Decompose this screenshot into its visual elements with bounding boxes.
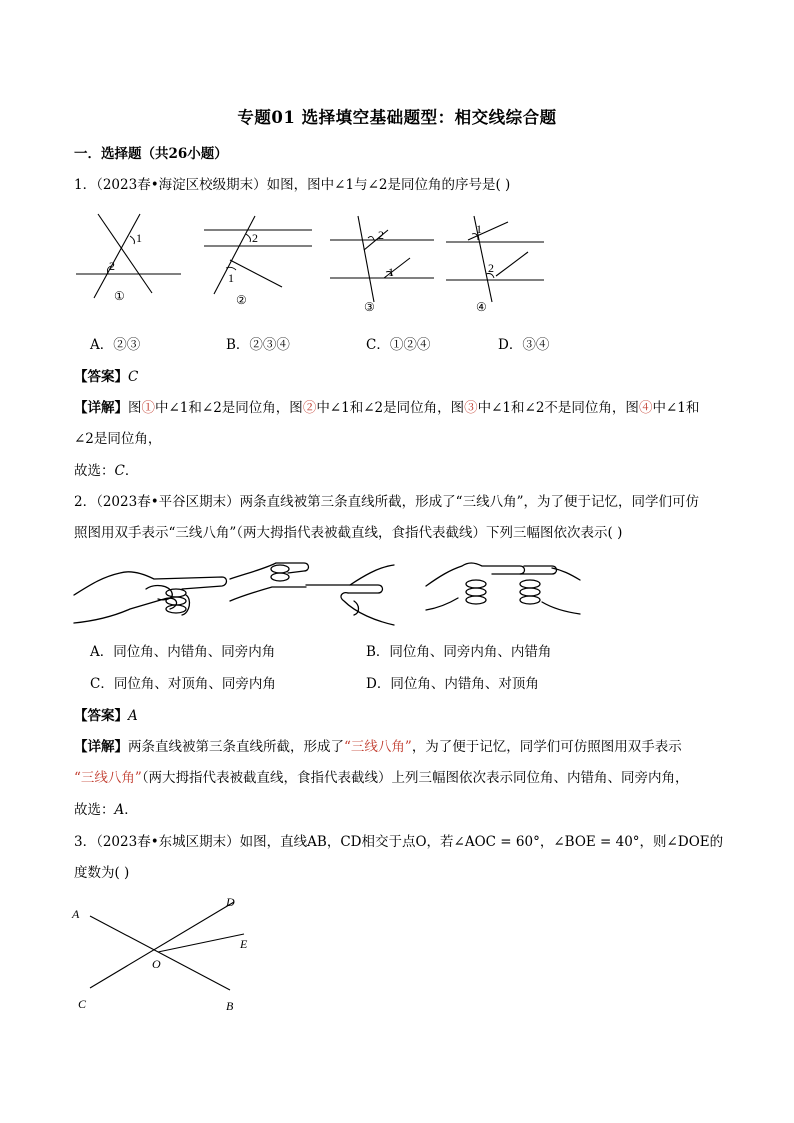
- question-1: [74, 175, 510, 195]
- point-label-o: O: [152, 957, 161, 971]
- section-heading: 一．选择题（共26小题）: [74, 146, 228, 162]
- option-d[interactable]: D．③④: [498, 337, 550, 353]
- question-number: 1．: [74, 177, 97, 193]
- detail-line: [74, 737, 682, 757]
- detail-tag: 【详解】: [74, 739, 128, 755]
- hands-figure-1: [72, 555, 232, 627]
- option-b[interactable]: B．②③④: [226, 337, 290, 353]
- point-label-e: E: [240, 937, 248, 951]
- conclusion-text: 故选：: [74, 463, 115, 479]
- detail-text: 中∠1和∠2不是同位角，图: [477, 400, 639, 416]
- figure-label-3: ③: [364, 300, 375, 314]
- answer-tag: 【答案】: [74, 369, 128, 385]
- q1-figure-3: [328, 212, 438, 314]
- detail-text: 中∠1和∠2是同位角，图: [155, 400, 303, 416]
- point-label-b: B: [226, 999, 234, 1013]
- angle-label-2: 2: [488, 261, 494, 275]
- angle-label-1: 1: [228, 271, 234, 285]
- figure-ref: ①: [141, 400, 155, 416]
- highlight-text: “三线八角”: [344, 739, 412, 755]
- detail-line-2: ∠2是同位角，: [74, 431, 162, 447]
- q1-figure-2: [200, 212, 315, 312]
- q1-figure-1: [74, 208, 184, 308]
- figure-label-4: ④: [476, 300, 487, 314]
- option-a[interactable]: A．同位角、内错角、同旁内角: [90, 644, 276, 660]
- answer-line: [74, 367, 138, 387]
- hands-figure-3: [424, 552, 584, 626]
- figure-ref: ②: [302, 400, 317, 416]
- figure-ref: ③: [464, 400, 478, 416]
- detail-text: 图: [128, 400, 142, 416]
- question-number: 2．: [74, 494, 97, 510]
- figure-ref: ④: [638, 400, 653, 416]
- angle-label-1: 1: [136, 231, 142, 245]
- question-2: [74, 492, 699, 512]
- conclusion-text: ．: [124, 802, 138, 818]
- detail-text: 中∠1和∠2是同位角，图: [316, 400, 465, 416]
- detail-text: 中∠1和: [652, 400, 700, 416]
- detail-line-2: [74, 768, 689, 788]
- point-label-d: D: [226, 895, 235, 909]
- answer-tag: 【答案】: [74, 708, 128, 724]
- detail-line: [74, 398, 699, 418]
- detail-text: ，为了便于记忆，同学们可仿照图用双手表示: [411, 739, 682, 755]
- option-d[interactable]: D．同位角、内错角、对顶角: [366, 676, 539, 692]
- hands-figure-2: [228, 555, 398, 627]
- q1-figure-4: [444, 212, 549, 314]
- question-3-line-2: 度数为( ): [74, 865, 130, 881]
- conclusion-line: [74, 800, 138, 820]
- option-c[interactable]: C．同位角、对顶角、同旁内角: [90, 676, 276, 692]
- q3-geometry-figure: [68, 892, 258, 1018]
- angle-label-2: 2: [252, 231, 258, 245]
- question-3: [74, 832, 723, 852]
- question-text: （2023春•平谷区期末）两条直线被第三条直线所截，形成了“三线八角”，为了便于记忆，同学们可仿: [96, 494, 699, 510]
- conclusion-text: 故选：: [74, 802, 115, 818]
- angle-label-2: 2: [109, 259, 115, 273]
- detail-text: （两大拇指代表被截直线，食指代表截线）上列三幅图依次表示同位角、内错角、同旁内角，: [141, 770, 689, 786]
- option-b[interactable]: B．同位角、同旁内角、内错角: [366, 644, 552, 660]
- figure-label-1: ①: [114, 289, 125, 303]
- detail-text: 两条直线被第三条直线所截，形成了: [128, 739, 344, 755]
- option-a[interactable]: A．②③: [90, 337, 141, 353]
- point-label-a: A: [72, 907, 80, 921]
- figure-label-2: ②: [236, 293, 247, 307]
- page-title: 专题01 选择填空基础题型：相交线综合题: [237, 108, 557, 127]
- conclusion-answer: C: [114, 463, 125, 479]
- question-number: 3．: [74, 834, 97, 850]
- conclusion-answer: A: [114, 802, 125, 818]
- question-text: （2023春•海淀区校级期末）如图，图中∠1与∠2是同位角的序号是( ): [96, 177, 511, 193]
- answer-line: [74, 706, 138, 726]
- question-text: （2023春•东城区期末）如图，直线AB，CD相交于点O，若∠AOC = 60°，∠BOE = 40°，则∠DOE的: [96, 834, 724, 850]
- angle-label-1: 1: [388, 265, 394, 279]
- highlight-text: “三线八角”: [74, 770, 142, 786]
- conclusion-line: [74, 461, 138, 481]
- detail-tag: 【详解】: [74, 400, 128, 416]
- angle-label-1: 1: [476, 222, 482, 236]
- question-2-line-2: 照图用双手表示“三线八角”（两大拇指代表被截直线，食指代表截线）下列三幅图依次表示( ): [74, 525, 623, 541]
- answer-value: C: [128, 369, 139, 385]
- angle-label-2: 2: [378, 228, 384, 242]
- option-c[interactable]: C．①②④: [366, 337, 431, 353]
- answer-value: A: [128, 708, 138, 724]
- conclusion-text: ．: [124, 463, 139, 479]
- point-label-c: C: [78, 997, 87, 1011]
